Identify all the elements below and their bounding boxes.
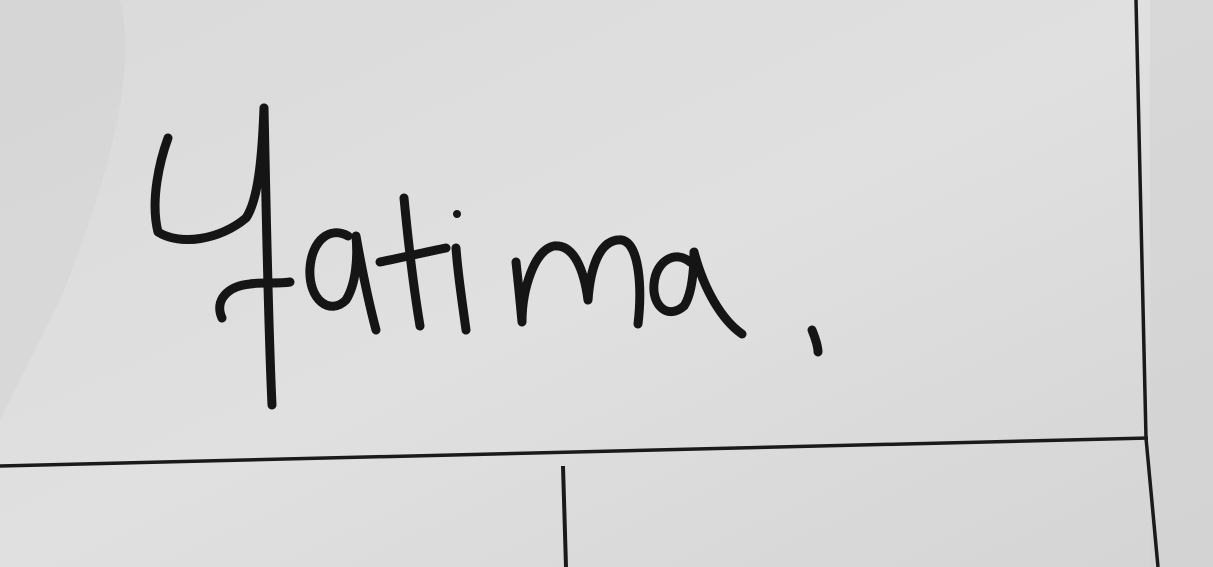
right-margin-strip: [1150, 0, 1213, 567]
